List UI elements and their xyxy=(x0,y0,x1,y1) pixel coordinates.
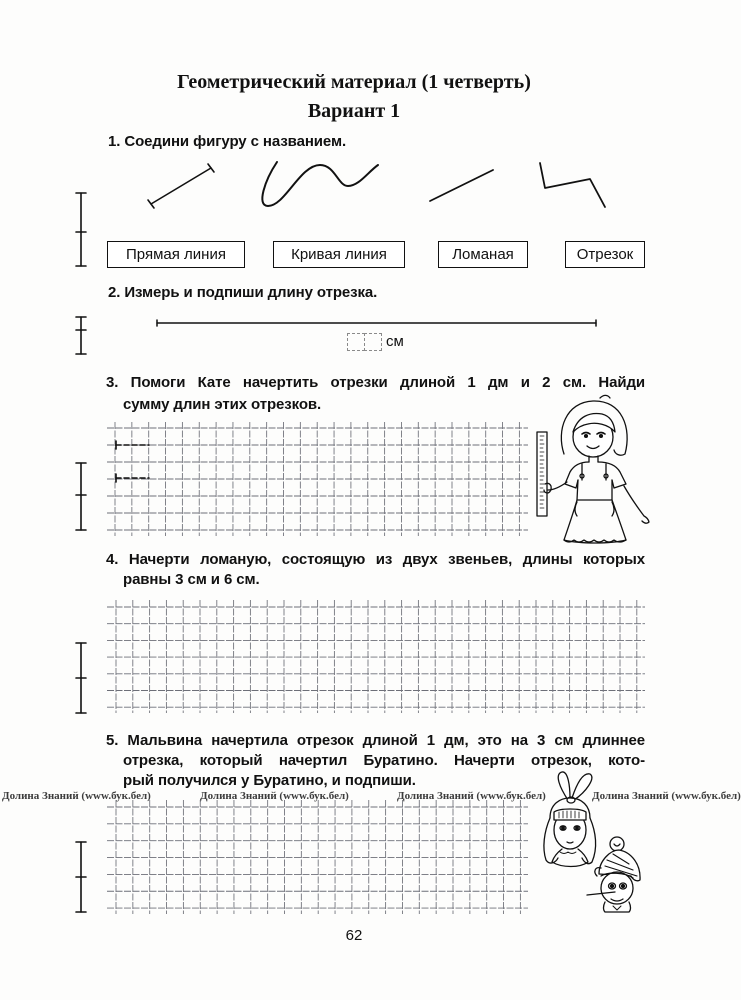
task4-line: равны 3 см и 6 см. xyxy=(123,571,260,588)
segment-start-mark xyxy=(116,474,149,482)
buratino-illustration xyxy=(585,836,650,914)
grid-lines xyxy=(107,600,645,713)
grid-lines xyxy=(107,800,528,914)
drawing-grid-task5[interactable] xyxy=(105,798,531,916)
drawing-grid-task3[interactable] xyxy=(105,418,531,538)
label-segment: Отрезок xyxy=(565,241,645,268)
page-number: 62 xyxy=(345,927,363,944)
grid-lines xyxy=(107,422,528,536)
task2-text: 2. Измерь и подпиши длину отрезка. xyxy=(108,284,378,301)
answer-cell-ones[interactable] xyxy=(364,333,382,351)
task3-line: сумму длин этих отрезков. xyxy=(123,396,322,413)
watermark-text: Долина Знаний (www.бук.бел) xyxy=(200,790,349,802)
segment-start-mark xyxy=(116,441,149,449)
start-marks xyxy=(116,441,149,482)
margin-bracket xyxy=(74,316,88,356)
unit-label: см xyxy=(386,333,404,350)
task1-text: 1. Соедини фигуру с названием. xyxy=(108,133,347,150)
girl-with-ruler-illustration xyxy=(530,392,660,547)
task5-line: рый получился у Буратино, и подпиши. xyxy=(123,772,416,789)
task3-line: 3. Помоги Кате начертить отрезки длиной 1 дм и 2 см. Найди xyxy=(106,374,645,391)
margin-bracket xyxy=(74,462,88,532)
label-polyline: Ломаная xyxy=(438,241,528,268)
variant-subtitle: Вариант 1 xyxy=(307,100,401,122)
task5-line: 5. Мальвина начертила отрезок длиной 1 дм, это на 3 см длиннее xyxy=(106,732,645,749)
label-curve-line: Кривая линия xyxy=(273,241,405,268)
margin-bracket xyxy=(74,642,88,715)
task5-line: отрезка, который начертил Буратино. Начерти отрезок, кото- xyxy=(123,752,645,769)
task4-line: 4. Начерти ломаную, состоящую из двух звеньев, длины которых xyxy=(106,551,645,568)
drawing-grid-task4[interactable] xyxy=(105,598,648,716)
margin-bracket xyxy=(74,841,88,914)
polyline-figure xyxy=(540,163,605,207)
watermark-text: Долина Знаний (www.бук.бел) xyxy=(397,790,546,802)
label-straight-line: Прямая линия xyxy=(107,241,245,268)
segment-figure xyxy=(148,164,214,208)
straight-line-figure xyxy=(430,170,493,201)
watermark-text: Долина Знаний (www.бук.бел) xyxy=(592,790,741,802)
task1-figures xyxy=(0,0,708,230)
watermark-text: Долина Знаний (www.бук.бел) xyxy=(2,790,151,802)
curve-figure xyxy=(262,162,378,206)
page-title: Геометрический материал (1 четверть) xyxy=(177,71,531,93)
answer-cell-tens[interactable] xyxy=(347,333,365,351)
measure-segment xyxy=(155,318,599,328)
